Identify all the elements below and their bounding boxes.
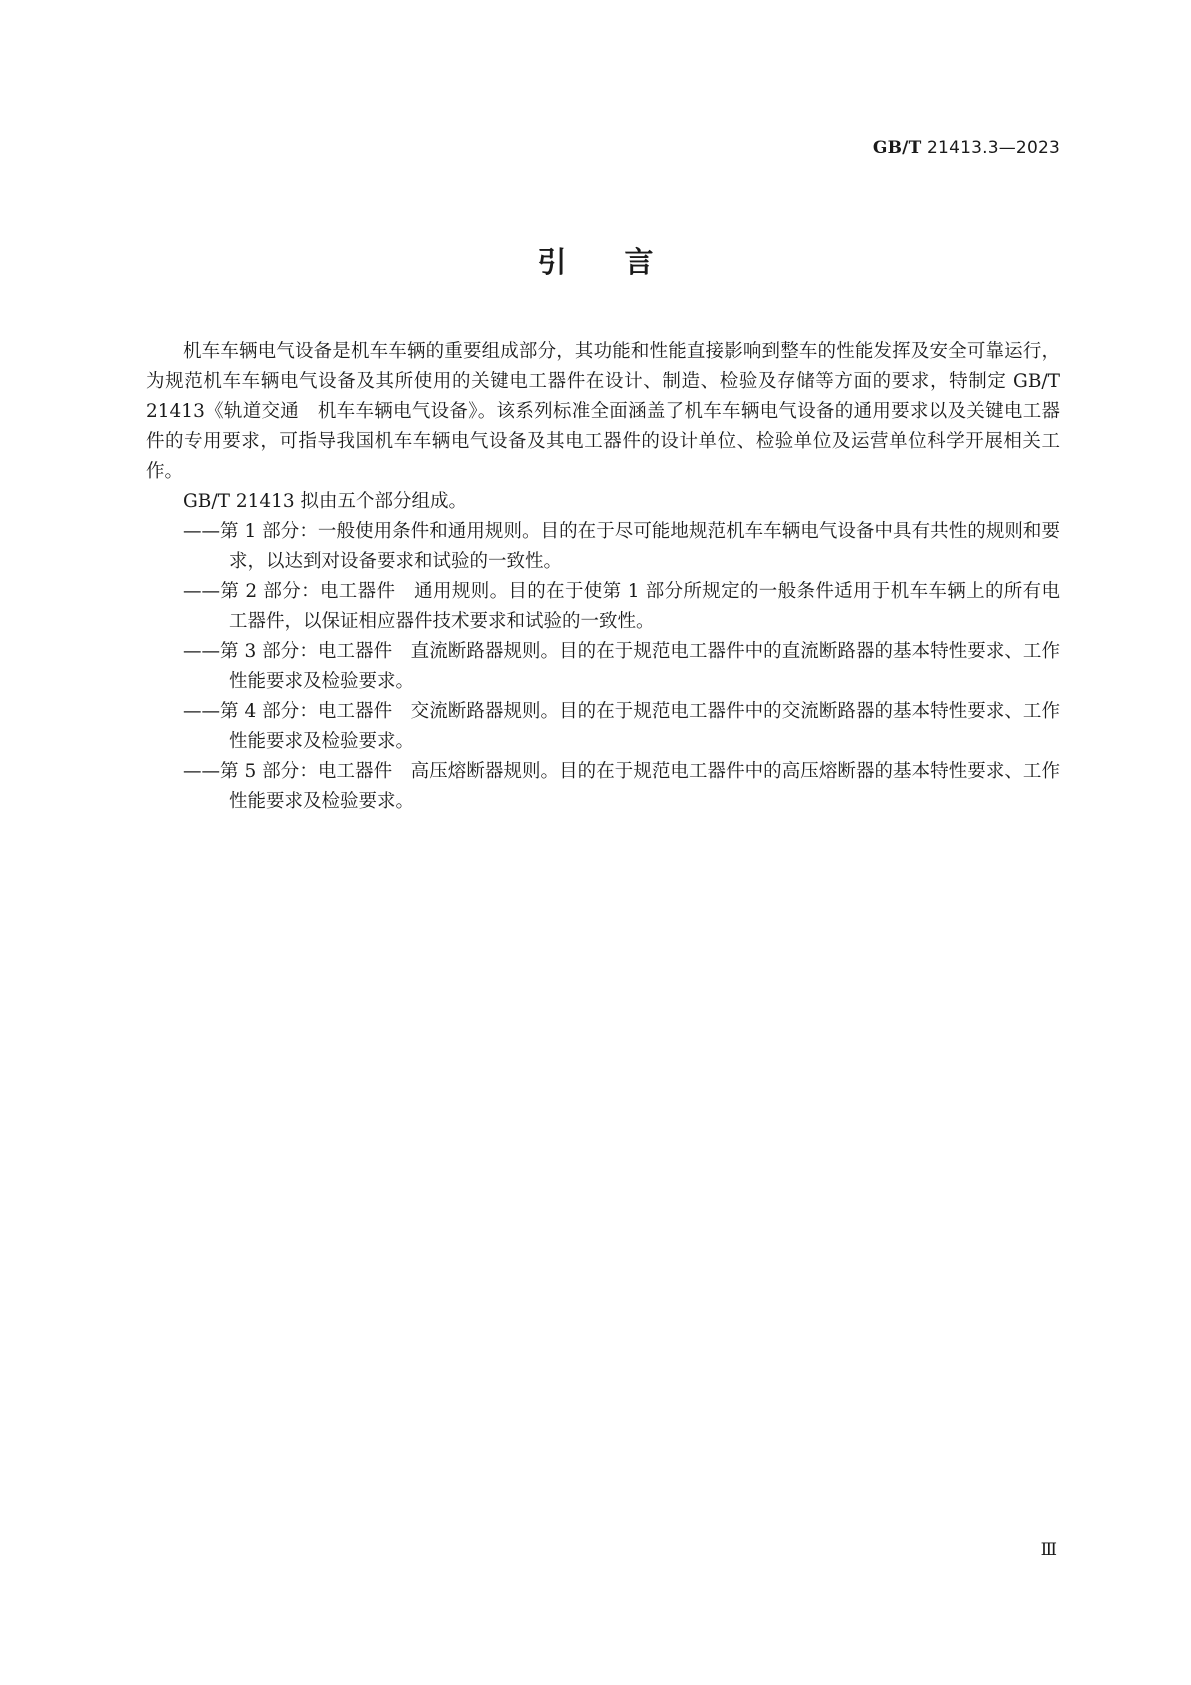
page-number: Ⅲ [1040, 1540, 1057, 1560]
standard-number: 21413.3—2023 [927, 138, 1060, 158]
list-item-part-5: ——第 5 部分：电工器件 高压熔断器规则。目的在于规范电工器件中的高压熔断器的基本特性要求、工作性能要求及检验要求。 [183, 761, 1060, 812]
parts-intro-paragraph: GB/T 21413 拟由五个部分组成。 [183, 491, 468, 512]
standard-prefix: GB/T [872, 138, 922, 158]
list-item-part-1: ——第 1 部分：一般使用条件和通用规则。目的在于尽可能地规范机车车辆电气设备中具有共性的规则和要求，以达到对设备要求和试验的一致性。 [183, 521, 1060, 572]
list-item-part-4: ——第 4 部分：电工器件 交流断路器规则。目的在于规范电工器件中的交流断路器的基本特性要求、工作性能要求及检验要求。 [183, 701, 1060, 752]
document-body [146, 337, 1060, 817]
page-header [873, 138, 1060, 158]
intro-paragraph: 机车车辆电气设备是机车车辆的重要组成部分，其功能和性能直接影响到整车的性能发挥及安全可靠运行，为规范机车车辆电气设备及其所使用的关键电工器件在设计、制造、检验及存储等方面的要求，特制定 GB/T 21413《轨道交通 机车车辆电气设备》。该系列标准全面涵盖了机车车辆电气设备的通用要求以及关键电工器件的专用要求，可指导我国机车车辆电气设备及其电工器件的设计单位、检验单位及运营单位科学开展相关工作。 [146, 341, 1060, 482]
page-title: 引言 [537, 245, 712, 279]
list-item-part-3: ——第 3 部分：电工器件 直流断路器规则。目的在于规范电工器件中的直流断路器的基本特性要求、工作性能要求及检验要求。 [183, 641, 1060, 692]
list-item-part-2: ——第 2 部分：电工器件 通用规则。目的在于使第 1 部分所规定的一般条件适用于机车车辆上的所有电工器件，以保证相应器件技术要求和试验的一致性。 [183, 581, 1060, 632]
